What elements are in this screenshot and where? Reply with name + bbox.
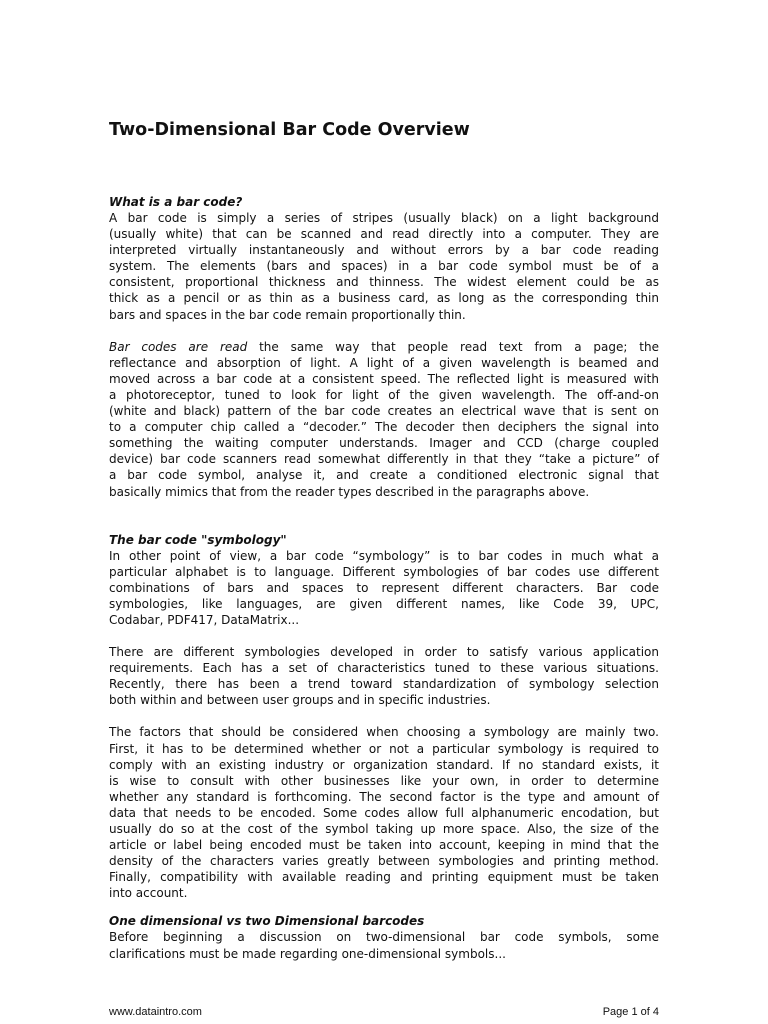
paragraph-line: data that needs to be encoded. Some codes allow full alphanumeric encodation, but: [109, 805, 659, 820]
paragraph-line: Codabar, PDF417, DataMatrix...: [109, 612, 300, 627]
paragraph-line: something the waiting computer understands. Imager and CCD (charge coupled: [109, 436, 659, 451]
paragraph-line: (white and black) pattern of the bar code creates an electrical wave that is sent on: [109, 404, 659, 419]
paragraph-symbology-requirements: [109, 644, 659, 708]
lead-line-rest: the same way that people read text from a page; the: [247, 339, 659, 354]
paragraph-line: system. The elements (bars and spaces) in a bar code symbol must be of a: [109, 259, 659, 274]
paragraph-line: symbologies, like languages, are given different names, like Code 39, UPC,: [109, 596, 659, 611]
paragraph-line: is wise to consult with other businesses like your own, in order to determine: [109, 773, 659, 788]
paragraph-line: article or label being encoded must be taken into account, keeping in mind that the: [109, 838, 659, 853]
paragraph-line: a photoreceptor, tuned to look for light of the given wavelength. The off-and-on: [109, 387, 659, 402]
paragraph-line: Finally, compatibility with available reading and printing equipment must be taken: [109, 870, 659, 885]
paragraph-line: moved across a bar code at a consistent speed. The reflected light is measured with: [109, 371, 659, 386]
paragraph-symbology-definition: [109, 548, 659, 628]
paragraph-line: [109, 339, 659, 355]
paragraph-line: First, it has to be determined whether or not a particular symbology is required to: [109, 741, 659, 756]
paragraph-line: In other point of view, a bar code “symbology” is to bar codes in much what a: [109, 548, 659, 563]
paragraph-line: basically mimics that from the reader types described in the paragraphs above.: [109, 484, 590, 499]
paragraph-line: reflectance and absorption of light. A light of a given wavelength is beamed and: [109, 355, 659, 370]
paragraph-line: particular alphabet is to language. Different symbologies of bar codes use different: [109, 564, 659, 579]
paragraph-line: A bar code is simply a series of stripes (usually black) on a light background: [109, 211, 659, 225]
paragraph-line: There are different symbologies developed in order to satisfy various application: [109, 645, 659, 660]
paragraph-line: into account.: [109, 886, 188, 901]
paragraph-line: consistent, proportional thickness and thinness. The widest element could be as: [109, 275, 659, 290]
paragraph-line: usually do so at the cost of the symbol taking up more space. Also, the size of the: [109, 822, 659, 836]
document-title: Two-Dimensional Bar Code Overview: [109, 120, 470, 140]
paragraph-symbology-factors: [109, 724, 659, 901]
section-heading-1d-vs-2d: One dimensional vs two Dimensional barcodes: [109, 914, 425, 929]
paragraph-line: (usually white) that can be scanned and read directly into a computer. They are: [109, 227, 659, 242]
paragraph-line: requirements. Each has a set of characteristics tuned to these various situations.: [109, 661, 659, 676]
section-heading-symbology: The bar code "symbology": [109, 532, 287, 547]
paragraph-how-bar-codes-are-read: [109, 339, 659, 500]
paragraph-line: Recently, there has been a trend toward standardization of symbology selection: [109, 677, 659, 692]
paragraph-line: clarifications must be made regarding one-dimensional symbols...: [109, 946, 506, 961]
paragraph-line: The factors that should be considered when choosing a symbology are mainly two.: [109, 725, 659, 740]
paragraph-line: combinations of bars and spaces to represent different characters. Bar code: [109, 580, 659, 595]
paragraph-line: both within and between user groups and in specific industries.: [109, 693, 491, 708]
paragraph-line: density of the characters varies greatly between symbologies and printing method.: [109, 854, 659, 869]
paragraph-line: bars and spaces in the bar code remain proportionally thin.: [109, 307, 466, 322]
footer-website: www.dataintro.com: [109, 1006, 202, 1018]
paragraph-line: comply with an existing industry or organization standard. If no standard exists, it: [109, 757, 659, 772]
paragraph-line: to a computer chip called a “decoder.” The decoder then deciphers the signal into: [109, 420, 659, 435]
paragraph-line: interpreted virtually instantaneously and without errors by a bar code reading: [109, 243, 659, 258]
paragraph-line: thick as a pencil or as thin as a business card, as long as the corresponding thin: [109, 291, 659, 306]
italic-lead-text: Bar codes are read: [109, 339, 248, 354]
footer-page-number: Page 1 of 4: [602, 1006, 659, 1018]
document-body: [109, 194, 659, 962]
paragraph-line: Before beginning a discussion on two-dimensional bar code symbols, some: [109, 930, 659, 945]
paragraph-line: whether any standard is forthcoming. The second factor is the type and amount of: [109, 789, 659, 804]
paragraph-line: a bar code symbol, analyse it, and create a conditioned electronic signal that: [109, 468, 659, 483]
paragraph-1d-vs-2d-intro: [109, 929, 659, 961]
paragraph-line: device) bar code scanners read somewhat differently in that they “take a picture” of: [109, 452, 659, 467]
paragraph-bar-code-definition: [109, 210, 659, 323]
section-heading-what-is-bar-code: What is a bar code?: [109, 195, 243, 209]
